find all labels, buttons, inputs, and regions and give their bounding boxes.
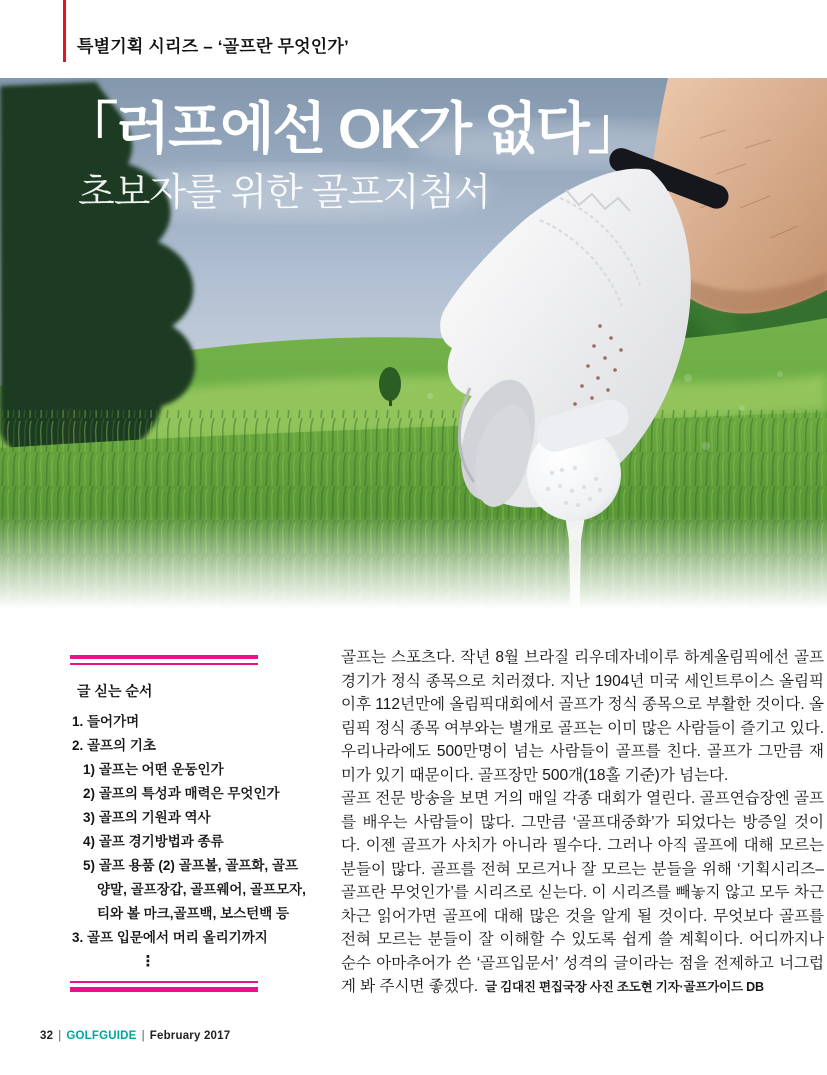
toc-item: 2) 골프의 특성과 매력은 무엇인가 — [83, 786, 280, 801]
body-paragraph: 골프는 스포츠다. 작년 8월 브라질 리우데자네이루 하계올림픽에선 골프 경기가 정식 종목으로 치러졌다. 지난 1904년 미국 세인트루이스 올림픽 이후 112년만에 올림픽대회에서 골프가 정식 종목으로 부활한 것이다. 올림픽 정식 종목 여부와는 별개로 골프는 이미 많은 사람들이 즐기고 있다. 우리나라에도 500만명이 넘는 사람들이 골프를 친다. 골프가 그만큼 재미가 있기 때문이다. 골프장만 500개(18홀 기준)가 넘는다. — [341, 649, 824, 784]
body-paragraph-text: 골프 전문 방송을 보면 거의 매일 각종 대회가 열린다. 골프연습장엔 골프를 배우는 사람들이 많다. 그만큼 ‘골프대중화’가 되었다는 방증일 것이다. 이젠 골프가 사치가 아니라 필수다. 그러나 아직 골프에 대해 모르는 분들이 많다. 골프를 전혀 모르거나 잘 모르는 분들을 위해 ‘기획시리즈–골프란 무엇인가’를 시리즈로 싣는다. 이 시리즈를 빼놓지 않고 모두 차근차근 읽어가면 골프에 대해 많은 것을 알게 될 것이다. 무엇보다 골프를 전혀 모르는 분들이 잘 이해할 수 있도록 쉽게 쓸 계획이다. 어디까지나 순수 아마추어가 쓴 ‘골프입문서’ 성격의 글이라는 점을 전제하고 너그럽게 봐 주시면 좋겠다. — [341, 790, 824, 995]
toc-item: 4) 골프 경기방법과 종류 — [83, 834, 224, 849]
toc-item: 5) 골프 용품 (2) 골프볼, 골프화, 골프 — [83, 858, 299, 873]
magenta-rule-bottom — [70, 981, 258, 992]
toc-item: 2. 골프의 기초 — [72, 738, 156, 753]
issue-date: February 2017 — [149, 1030, 231, 1042]
article-body — [341, 646, 824, 1000]
series-header — [63, 0, 349, 62]
toc-item: 티와 볼 마크,골프백, 보스턴백 등 — [97, 906, 290, 921]
toc-item: 양말, 골프장갑, 골프웨어, 골프모자, — [97, 882, 306, 897]
toc-item: 1) 골프는 어떤 운동인가 — [83, 762, 224, 777]
photo-bottom-fade — [0, 514, 827, 630]
article-title: 「러프에선 OK가 없다」 — [62, 97, 642, 160]
magazine-name: GOLFGUIDE — [66, 1030, 137, 1042]
toc-item: 3. 골프 입문에서 머리 올리기까지 — [72, 930, 268, 945]
byline: 글 김대진 편집국장 사진 조도현 기자·골프가이드 DB — [485, 980, 764, 994]
toc-list — [70, 710, 306, 974]
toc-item: 3) 골프의 기원과 역사 — [83, 810, 211, 825]
hero-photo — [0, 78, 827, 630]
series-title: 특별기획 시리즈 – ‘골프란 무엇인가’ — [77, 37, 349, 56]
table-of-contents — [70, 655, 306, 992]
toc-ellipsis: ⋮ — [140, 953, 156, 970]
toc-heading: 글 싣는 순서 — [77, 683, 153, 699]
article-subtitle: 초보자를 위한 골프지침서 — [78, 172, 490, 214]
footer-separator: | — [58, 1030, 62, 1042]
magenta-rule-top — [70, 655, 258, 665]
page-footer — [40, 1030, 230, 1042]
hero-photo-section — [0, 78, 827, 630]
page-number: 32 — [40, 1030, 54, 1042]
footer-separator: | — [141, 1030, 145, 1042]
body-paragraph — [341, 787, 824, 1000]
toc-item: 1. 들어가며 — [72, 714, 140, 729]
